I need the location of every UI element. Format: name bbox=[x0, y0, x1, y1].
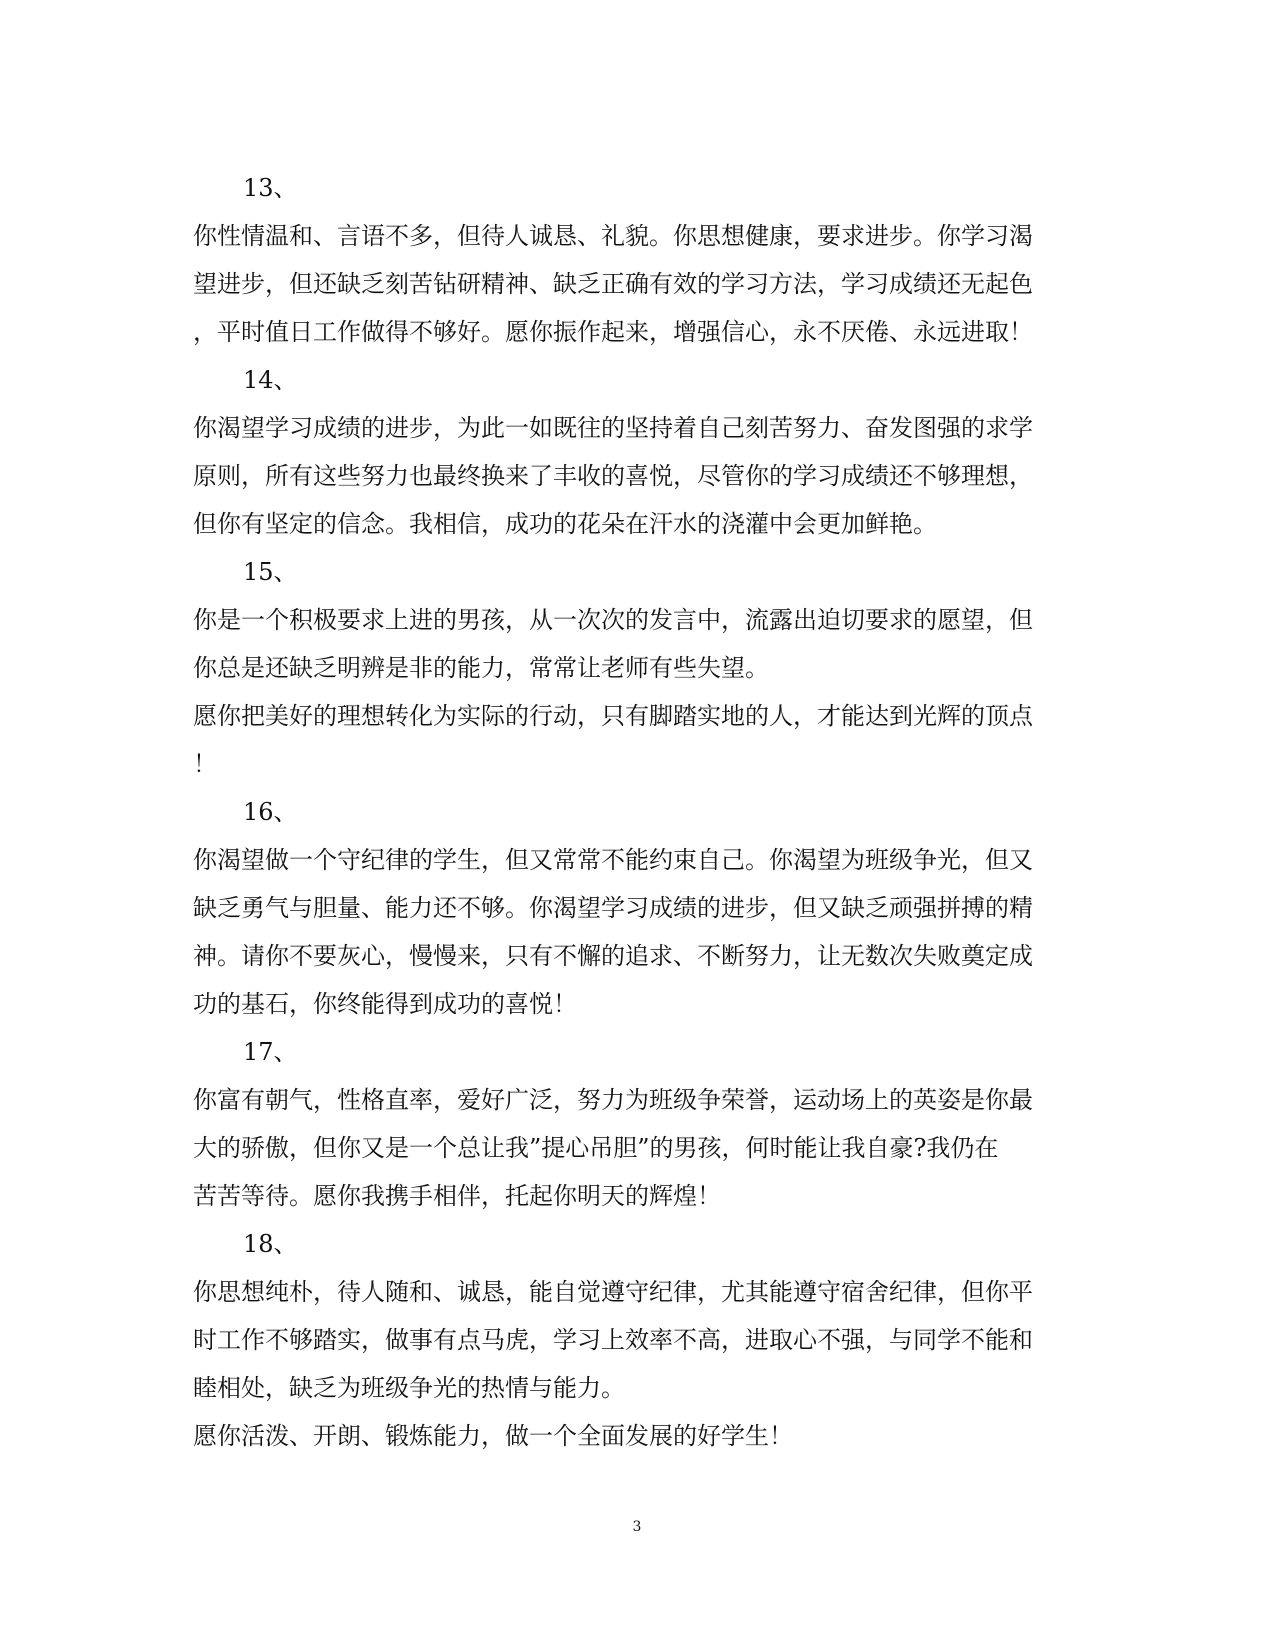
item-number: 18、 bbox=[243, 1230, 298, 1258]
paragraph-line: 但你有坚定的信念。我相信，成功的花朵在汗水的浇灌中会更加鲜艳。 bbox=[193, 510, 937, 538]
paragraph-line: 愿你把美好的理想转化为实际的行动，只有脚踏实地的人，才能达到光辉的顶点 bbox=[193, 702, 1033, 730]
paragraph-line: 功的基石，你终能得到成功的喜悦！ bbox=[193, 990, 577, 1018]
item-number: 13、 bbox=[243, 174, 298, 202]
item-number: 17、 bbox=[243, 1038, 298, 1066]
paragraph-line: 你思想纯朴，待人随和、诚恳，能自觉遵守纪律，尤其能遵守宿舍纪律，但你平 bbox=[193, 1278, 1033, 1306]
paragraph-line: 你渴望学习成绩的进步，为此一如既往的坚持着自己刻苦努力、奋发图强的求学 bbox=[193, 414, 1033, 442]
paragraph-line: 你性情温和、言语不多，但待人诚恳、礼貌。你思想健康，要求进步。你学习渴 bbox=[193, 222, 1033, 250]
paragraph-line: 你富有朝气，性格直率，爱好广泛，努力为班级争荣誉，运动场上的英姿是你最 bbox=[193, 1086, 1033, 1114]
paragraph-line: ！ bbox=[193, 750, 217, 778]
paragraph-line: 神。请你不要灰心，慢慢来，只有不懈的追求、不断努力，让无数次失败奠定成 bbox=[193, 942, 1033, 970]
paragraph-line: 苦苦等待。愿你我携手相伴，托起你明天的辉煌！ bbox=[193, 1182, 721, 1210]
paragraph-line: 愿你活泼、开朗、锻炼能力，做一个全面发展的好学生！ bbox=[193, 1422, 793, 1450]
paragraph-line: 你渴望做一个守纪律的学生，但又常常不能约束自己。你渴望为班级争光，但又 bbox=[193, 846, 1033, 874]
paragraph-line: 缺乏勇气与胆量、能力还不够。你渴望学习成绩的进步，但又缺乏顽强拼搏的精 bbox=[193, 894, 1033, 922]
paragraph-line: 时工作不够踏实，做事有点马虎，学习上效率不高，进取心不强，与同学不能和 bbox=[193, 1326, 1033, 1354]
item-number: 15、 bbox=[243, 558, 298, 586]
paragraph-line: 睦相处，缺乏为班级争光的热情与能力。 bbox=[193, 1374, 625, 1402]
paragraph-line: ，平时值日工作做得不够好。愿你振作起来，增强信心，永不厌倦、永远进取！ bbox=[193, 318, 1033, 346]
item-number: 16、 bbox=[243, 798, 298, 826]
document-body bbox=[193, 164, 1093, 1460]
paragraph-line: 大的骄傲，但你又是一个总让我”提心吊胆”的男孩，何时能让我自豪?我仍在 bbox=[193, 1134, 999, 1162]
paragraph-line: 你总是还缺乏明辨是非的能力，常常让老师有些失望。 bbox=[193, 654, 769, 682]
paragraph-line: 你是一个积极要求上进的男孩，从一次次的发言中，流露出迫切要求的愿望，但 bbox=[193, 606, 1033, 634]
paragraph-line: 望进步，但还缺乏刻苦钻研精神、缺乏正确有效的学习方法，学习成绩还无起色 bbox=[193, 270, 1033, 298]
item-number: 14、 bbox=[243, 366, 298, 394]
paragraph-line: 原则，所有这些努力也最终换来了丰收的喜悦，尽管你的学习成绩还不够理想， bbox=[193, 462, 1033, 490]
page-number: 3 bbox=[632, 1519, 642, 1535]
